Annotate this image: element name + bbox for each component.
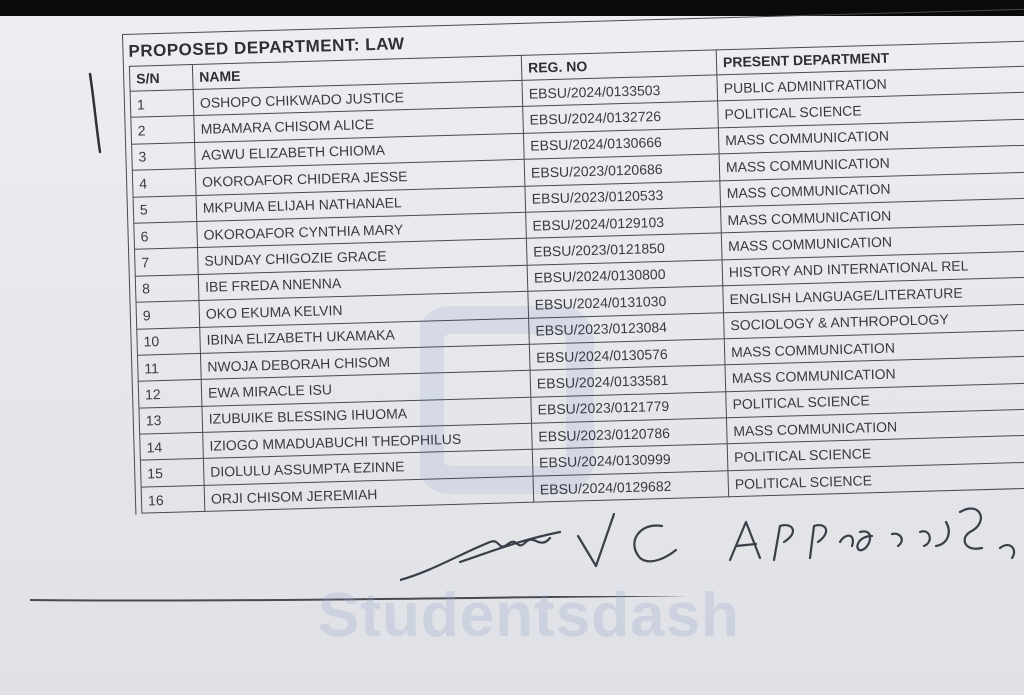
cell-reg-no: EBSU/2023/0120533 <box>525 180 721 212</box>
cell-present-department: MASS COMMUNICATION <box>724 330 1024 365</box>
cell-name: OSHOPO CHIKWADO JUSTICE <box>193 80 523 116</box>
watermark-text: Studentsdash <box>318 581 740 650</box>
cell-sn: 15 <box>140 459 204 487</box>
cell-sn: 3 <box>132 142 196 170</box>
cell-name: IBINA ELIZABETH UKAMAKA <box>200 318 530 354</box>
cell-reg-no: EBSU/2024/0129682 <box>533 471 729 503</box>
cell-sn: 14 <box>140 432 204 460</box>
cell-present-department: PUBLIC ADMINITRATION <box>717 66 1024 101</box>
cell-present-department: MASS COMMUNICATION <box>725 356 1024 391</box>
column-header-present-department: PRESENT DEPARTMENT <box>716 41 1024 75</box>
cell-name: NWOJA DEBORAH CHISOM <box>200 344 530 380</box>
cell-reg-no: EBSU/2023/0120786 <box>532 418 728 450</box>
cell-sn: 8 <box>135 274 199 302</box>
cell-name: OKOROAFOR CHIDERA JESSE <box>195 159 525 195</box>
cell-present-department: POLITICAL SCIENCE <box>727 435 1024 470</box>
cell-present-department: POLITICAL SCIENCE <box>726 383 1024 418</box>
cell-name: ORJI CHISOM JEREMIAH <box>204 476 534 512</box>
cell-present-department: MASS COMMUNICATION <box>718 119 1024 154</box>
cell-reg-no: EBSU/2024/0130999 <box>532 444 728 476</box>
cell-present-department: ENGLISH LANGUAGE/LITERATURE <box>723 277 1024 312</box>
handwritten-approval-signature <box>400 492 1024 592</box>
cell-present-department: SOCIOLOGY & ANTHROPOLOGY <box>724 304 1024 339</box>
cell-name: OKO EKUMA KELVIN <box>199 291 529 327</box>
table-body <box>130 66 1024 513</box>
cell-present-department: MASS COMMUNICATION <box>721 198 1024 233</box>
cell-present-department: POLITICAL SCIENCE <box>728 462 1024 497</box>
cell-present-department: MASS COMMUNICATION <box>720 172 1024 207</box>
cell-present-department: MASS COMMUNICATION <box>719 145 1024 180</box>
cell-sn: 13 <box>139 406 203 434</box>
cell-sn: 2 <box>131 116 195 144</box>
cell-present-department: MASS COMMUNICATION <box>726 409 1024 444</box>
cell-reg-no: EBSU/2024/0133581 <box>530 365 726 397</box>
cell-sn: 7 <box>135 248 199 276</box>
cell-name: IZIOGO MMADUABUCHI THEOPHILUS <box>203 423 533 459</box>
cell-sn: 5 <box>133 195 197 223</box>
cell-reg-no: EBSU/2023/0121850 <box>526 233 722 265</box>
cell-name: IZUBUIKE BLESSING IHUOMA <box>202 397 532 433</box>
students-table <box>129 41 1024 514</box>
column-header-sn: S/N <box>129 65 193 92</box>
cell-present-department: HISTORY AND INTERNATIONAL REL <box>722 251 1024 286</box>
cell-name: SUNDAY CHIGOZIE GRACE <box>197 239 527 275</box>
cell-sn: 10 <box>137 327 201 355</box>
column-header-name: NAME <box>192 55 522 89</box>
cell-reg-no: EBSU/2023/0121779 <box>531 391 727 423</box>
department-heading: PROPOSED DEPARTMENT: LAW <box>128 34 405 61</box>
cell-sn: 9 <box>136 301 200 329</box>
cell-name: AGWU ELIZABETH CHIOMA <box>195 133 525 169</box>
cell-sn: 12 <box>138 380 202 408</box>
cell-present-department: POLITICAL SCIENCE <box>718 93 1024 128</box>
margin-pen-mark <box>86 70 116 160</box>
cell-reg-no: EBSU/2024/0131030 <box>528 286 724 318</box>
cell-reg-no: EBSU/2023/0120686 <box>524 154 720 186</box>
cell-sn: 1 <box>130 90 194 118</box>
cell-sn: 6 <box>134 221 198 249</box>
cell-reg-no: EBSU/2024/0132726 <box>523 101 719 133</box>
column-header-reg-no: REG. NO <box>521 50 717 80</box>
cell-sn: 4 <box>132 169 196 197</box>
cell-name: MBAMARA CHISOM ALICE <box>194 107 524 143</box>
cell-reg-no: EBSU/2024/0133503 <box>522 75 718 107</box>
cell-reg-no: EBSU/2024/0129103 <box>526 207 722 239</box>
cell-reg-no: EBSU/2023/0123084 <box>529 312 725 344</box>
cell-name: DIOLULU ASSUMPTA EZINNE <box>203 450 533 486</box>
document-sheet <box>122 7 1024 512</box>
cell-reg-no: EBSU/2024/0130666 <box>523 128 719 160</box>
cell-sn: 16 <box>141 485 205 513</box>
cell-reg-no: EBSU/2024/0130576 <box>529 339 725 371</box>
cell-name: EWA MIRACLE ISU <box>201 371 531 407</box>
cell-sn: 11 <box>137 353 201 381</box>
cell-name: OKOROAFOR CYNTHIA MARY <box>197 212 527 248</box>
cell-name: IBE FREDA NNENNA <box>198 265 528 301</box>
cell-reg-no: EBSU/2024/0130800 <box>527 260 723 292</box>
cell-name: MKPUMA ELIJAH NATHANAEL <box>196 186 526 222</box>
cell-present-department: MASS COMMUNICATION <box>721 224 1024 259</box>
